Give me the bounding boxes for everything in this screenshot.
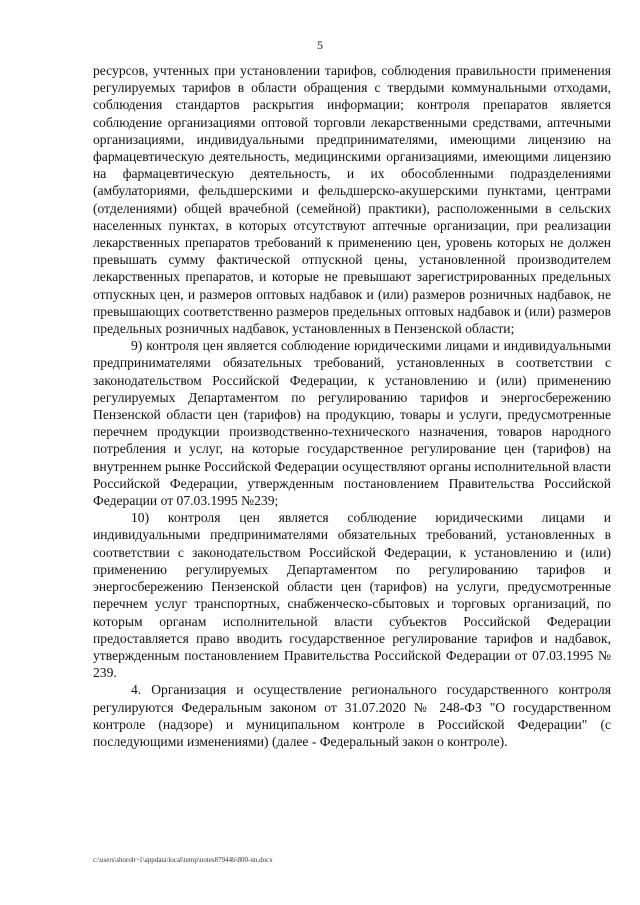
page-number: 5 xyxy=(317,38,323,52)
paragraph-item-9: 9) контроля цен является соблюдение юридическими лицами и индивидуальными предпринимателями обязательных требований, установленных в соответствии с законодательством Российской Федерации, к установлению и (или) применению регулируемых Департаментом по регулированию тарифов и энергосбережению Пензенской области цен (тарифов) на продукцию, товары и услуги, предусмотренные перечнем продукции производственно-технического назначения, товаров народного потребления и услуг, на которые государственное регулирование цен (тарифов) на внутреннем рынке Российской Федерации осуществляют органы исполнительной власти Российской Федерации, утвержденным постановлением Правительства Российской Федерации от 07.03.1995 №239; xyxy=(93,338,611,509)
footer-file-path: c:\users\shoroh~1\appdata\local\temp\notes87944b\800-nn.docx xyxy=(93,856,273,864)
paragraph-continuation: ресурсов, учтенных при установлении тарифов, соблюдения правильности применения регулируемых тарифов в области обращения с твердыми коммунальными отходами, соблюдения стандартов раскрытия информации; контроля препаратов является соблюдение организациями оптовой торговли лекарственными средствами, аптечными организациями, индивидуальными предпринимателями, имеющими лицензию на фармацевтическую деятельность, медицинскими организациями, имеющими лицензию на фармацевтическую деятельность, и их обособленными подразделениями (амбулаториями, фельдшерскими и фельдшерско-акушерскими пунктами, центрами (отделениями) общей врачебной (семейной) практики), расположенными в сельских населенных пунктах, в которых отсутствуют аптечные организации, при реализации лекарственных препаратов требований к применению цен, уровень которых не должен превышать сумму фактической отпускной цены, установленной производителем лекарственных препаратов, и которые не превышают зарегистрированных предельных отпускных цен, и размеров оптовых надбавок и (или) размеров розничных надбавок, не превышающих соответственно размеров предельных оптовых надбавок и (или) размеров предельных розничных надбавок, установленных в Пензенской области; xyxy=(93,63,611,337)
document-body xyxy=(93,62,611,750)
paragraph-section-4: 4. Организация и осуществление регионального государственного контроля регулируются Федеральным законом от 31.07.2020 № 248-ФЗ "О государственном контроле (надзоре) и муниципальном контроле в Российской Федерации" (с последующими изменениями) (далее - Федеральный закон о контроле). xyxy=(93,682,611,749)
paragraph-item-10: 10) контроля цен является соблюдение юридическими лицами и индивидуальными предпринимателями обязательных требований, установленных в соответствии с законодательством Российской Федерации, к установлению и (или) применению регулируемых Департаментом по регулированию тарифов и энергосбережению Пензенской области цен (тарифов) на услуги, предусмотренные перечнем услуг транспортных, снабженческо-сбытовых и торговых организаций, по которым органам исполнительной власти субъектов Российской Федерации предоставляется право вводить государственное регулирование тарифов и надбавок, утвержденным постановлением Правительства Российской Федерации от 07.03.1995 № 239. xyxy=(93,510,611,681)
